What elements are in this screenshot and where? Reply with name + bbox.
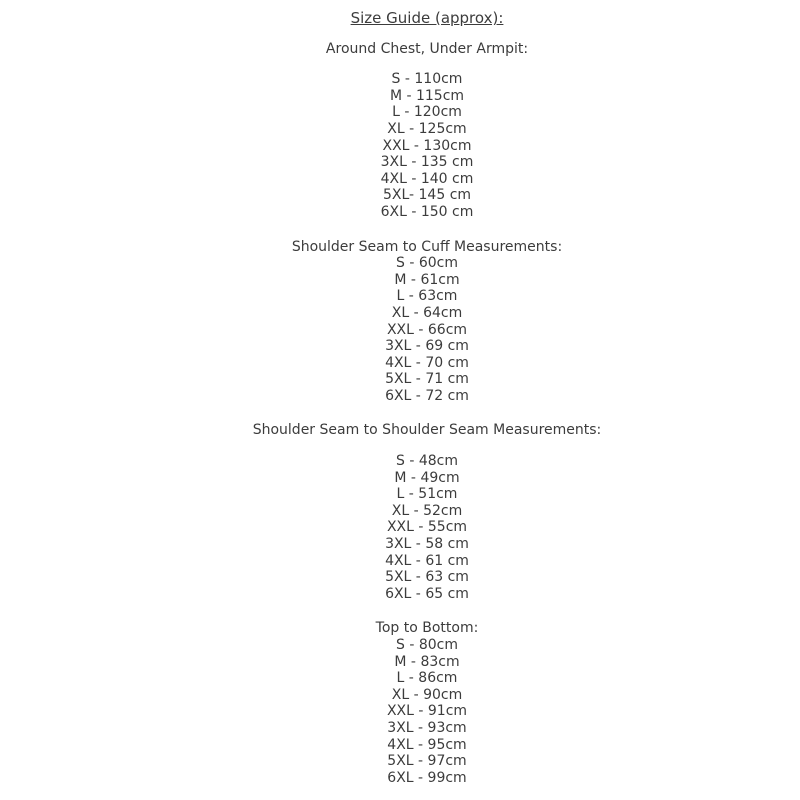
section-items-shoulder-to-shoulder bbox=[54, 453, 800, 602]
section-around-chest bbox=[54, 41, 800, 221]
section-items-top-to-bottom bbox=[54, 637, 800, 786]
size-row: L - 86cm bbox=[396, 670, 458, 687]
size-row: S - 48cm bbox=[396, 453, 458, 470]
size-row: 5XL - 71 cm bbox=[385, 371, 469, 388]
size-row: M - 83cm bbox=[394, 653, 460, 670]
size-row: 3XL - 93cm bbox=[387, 719, 467, 736]
page-title: Size Guide (approx): bbox=[350, 9, 504, 27]
size-row: XL - 125cm bbox=[387, 120, 467, 137]
size-row: 3XL - 135 cm bbox=[380, 154, 474, 171]
size-row: 4XL - 61 cm bbox=[385, 552, 469, 569]
size-row: 3XL - 58 cm bbox=[385, 536, 469, 553]
size-row: XL - 64cm bbox=[391, 304, 463, 321]
section-title-shoulder-to-shoulder: Shoulder Seam to Shoulder Seam Measurements: bbox=[252, 422, 602, 439]
size-row: S - 60cm bbox=[396, 255, 458, 272]
size-row: XXL - 91cm bbox=[386, 703, 468, 720]
size-row: S - 110cm bbox=[391, 71, 463, 88]
section-items-around-chest bbox=[54, 71, 800, 220]
size-row: S - 80cm bbox=[396, 637, 458, 653]
size-row: XL - 90cm bbox=[391, 686, 463, 703]
section-title-around-chest: Around Chest, Under Armpit: bbox=[325, 40, 529, 57]
size-row: M - 61cm bbox=[394, 271, 460, 288]
size-row: 4XL - 95cm bbox=[387, 736, 467, 753]
section-shoulder-to-shoulder bbox=[54, 422, 800, 602]
size-row: 3XL - 69 cm bbox=[385, 338, 469, 355]
size-row: 6XL - 65 cm bbox=[385, 585, 469, 602]
size-row: M - 115cm bbox=[389, 87, 465, 104]
size-row: XXL - 55cm bbox=[386, 519, 468, 536]
size-row: 6XL - 150 cm bbox=[380, 203, 474, 220]
size-row: L - 63cm bbox=[396, 288, 458, 305]
size-row: 4XL - 70 cm bbox=[385, 354, 469, 371]
size-row: 6XL - 72 cm bbox=[385, 387, 469, 404]
size-row: 5XL - 97cm bbox=[387, 753, 467, 770]
size-row: XXL - 66cm bbox=[386, 321, 468, 338]
size-row: XXL - 130cm bbox=[382, 137, 472, 154]
size-row: 5XL- 145 cm bbox=[382, 187, 472, 204]
size-row: 5XL - 63 cm bbox=[385, 569, 469, 586]
size-row: 6XL - 99cm bbox=[387, 769, 467, 786]
size-row: L - 51cm bbox=[396, 486, 458, 503]
size-row: 4XL - 140 cm bbox=[380, 170, 474, 187]
size-row: M - 49cm bbox=[394, 469, 460, 486]
section-title-top-to-bottom: Top to Bottom: bbox=[375, 620, 479, 637]
section-items-shoulder-to-cuff bbox=[54, 255, 800, 404]
section-title-shoulder-to-cuff: Shoulder Seam to Cuff Measurements: bbox=[291, 238, 563, 255]
section-top-to-bottom bbox=[54, 620, 800, 786]
section-shoulder-to-cuff bbox=[54, 239, 800, 405]
size-row: XL - 52cm bbox=[391, 502, 463, 519]
size-row: L - 120cm bbox=[392, 104, 462, 121]
